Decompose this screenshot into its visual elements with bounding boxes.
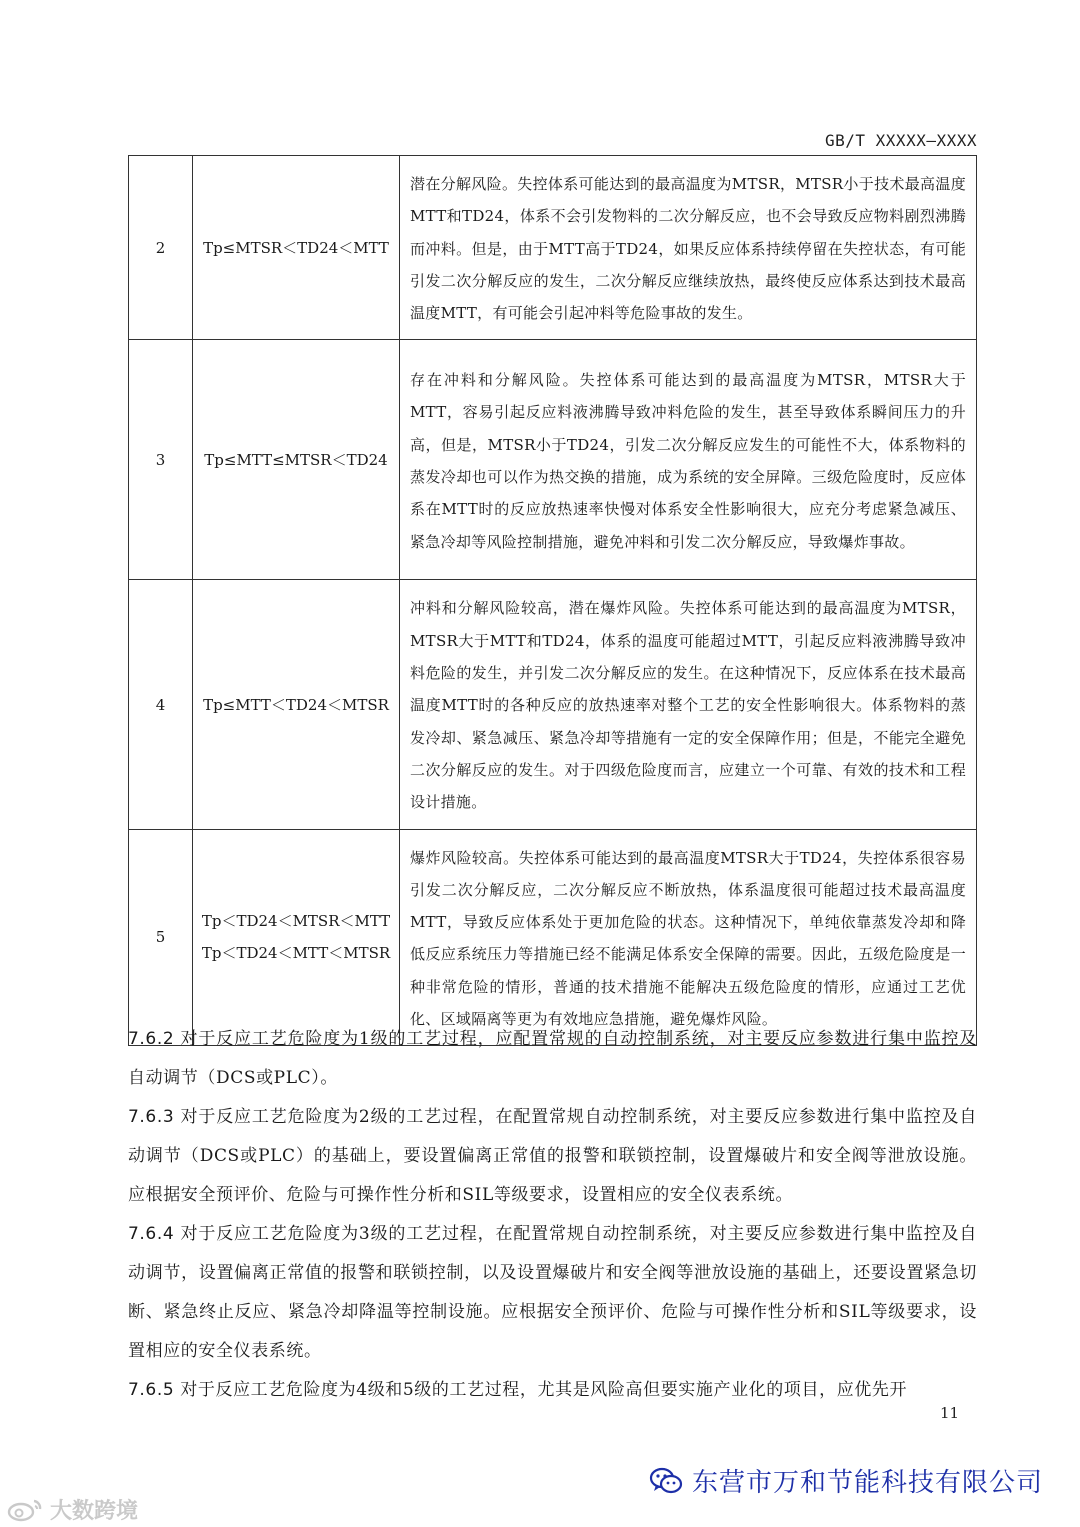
page-number: 11 (940, 1404, 960, 1422)
paragraph-7-6-4 (128, 1215, 977, 1371)
clause-number: 7.6.2 (128, 1029, 175, 1049)
clause-number: 7.6.3 (128, 1107, 175, 1127)
body-paragraphs (128, 1020, 977, 1410)
site-watermark (6, 1494, 138, 1525)
company-name: 东营市万和节能科技有限公司 (692, 1468, 1044, 1498)
condition-line: Tp≤MTT≤MTSR＜TD24 (204, 450, 388, 469)
table-row (129, 580, 977, 829)
condition-line: Tp＜TD24＜MTSR＜MTT (201, 912, 391, 931)
condition-line: Tp≤MTSR＜TD24＜MTT (203, 238, 389, 257)
weibo-icon (6, 1497, 46, 1523)
table-row (129, 829, 977, 1046)
risk-description-cell: 爆炸风险较高。失控体系可能达到的最高温度MTSR大于TD24，失控体系很容易引发二次分解反应，二次分解反应不断放热，体系温度很可能超过技术最高温度MTT，导致反应体系处于更加危险的状态。这种情况下，单纯依靠蒸发冷却和降低反应系统压力等措施已经不能满足体系安全保障的需要。因此，五级危险度是一种非常危险的情形，普通的技术措施不能解决五级危险度的情形，应通过工艺优化、区域隔离等更为有效地应急措施，避免爆炸风险。 (400, 829, 977, 1046)
temperature-condition-cell (193, 340, 400, 580)
table-row (129, 340, 977, 580)
condition-line: Tp≤MTT＜TD24＜MTSR (203, 695, 389, 714)
clause-number: 7.6.5 (128, 1380, 175, 1400)
clause-text: 对于反应工艺危险度为3级的工艺过程，在配置常规自动控制系统，对主要反应参数进行集中监控及自动调节，设置偏离正常值的报警和联锁控制，以及设置爆破片和安全阀等泄放设施的基础上，还要设置紧急切断、紧急终止反应、紧急冷却降温等控制设施。应根据安全预评价、危险与可操作性分析和SIL等级要求，设置相应的安全仪表系统。 (128, 1224, 977, 1361)
paragraph-7-6-5 (128, 1371, 977, 1410)
clause-text: 对于反应工艺危险度为1级的工艺过程，应配置常规的自动控制系统，对主要反应参数进行集中监控及自动调节（DCS或PLC）。 (128, 1029, 977, 1088)
temperature-condition-cell (193, 156, 400, 340)
wechat-icon (648, 1466, 684, 1496)
table-row (129, 156, 977, 340)
document-code: GB/T XXXXX—XXXX (825, 131, 977, 150)
risk-level-table (128, 155, 977, 1046)
company-watermark (648, 1462, 1043, 1499)
risk-level-cell: 5 (129, 829, 193, 1046)
risk-level-cell: 2 (129, 156, 193, 340)
clause-number: 7.6.4 (128, 1224, 175, 1244)
risk-description-cell: 存在冲料和分解风险。失控体系可能达到的最高温度为MTSR，MTSR大于MTT，容易引起反应料液沸腾导致冲料危险的发生，甚至导致体系瞬间压力的升高，但是，MTSR小于TD24，引发二次分解反应发生的可能性不大，体系物料的蒸发冷却也可以作为热交换的措施，成为系统的安全屏障。三级危险度时，反应体系在MTT时的反应放热速率快慢对体系安全性影响很大，应充分考虑紧急减压、紧急冷却等风险控制措施，避免冲料和引发二次分解反应，导致爆炸事故。 (400, 340, 977, 580)
risk-level-cell: 3 (129, 340, 193, 580)
risk-description-cell: 冲料和分解风险较高，潜在爆炸风险。失控体系可能达到的最高温度为MTSR，MTSR大于MTT和TD24，体系的温度可能超过MTT，引起反应料液沸腾导致冲料危险的发生，并引发二次分解反应的发生。在这种情况下，反应体系在技术最高温度MTT时的各种反应的放热速率对整个工艺的安全性影响很大。体系物料的蒸发冷却、紧急减压、紧急冷却等措施有一定的安全保障作用；但是，不能完全避免二次分解反应的发生。对于四级危险度而言，应建立一个可靠、有效的技术和工程设计措施。 (400, 580, 977, 829)
clause-text: 对于反应工艺危险度为4级和5级的工艺过程，尤其是风险高但要实施产业化的项目，应优先开 (180, 1380, 908, 1400)
temperature-condition-cell (193, 829, 400, 1046)
risk-description-cell: 潜在分解风险。失控体系可能达到的最高温度为MTSR，MTSR小于技术最高温度MTT和TD24，体系不会引发物料的二次分解反应，也不会导致反应物料剧烈沸腾而冲料。但是，由于MTT高于TD24，如果反应体系持续停留在失控状态，有可能引发二次分解反应的发生，二次分解反应继续放热，最终使反应体系达到技术最高温度MTT，有可能会引起冲料等危险事故的发生。 (400, 156, 977, 340)
clause-text: 对于反应工艺危险度为2级的工艺过程，在配置常规自动控制系统，对主要反应参数进行集中监控及自动调节（DCS或PLC）的基础上，要设置偏离正常值的报警和联锁控制，设置爆破片和安全阀等泄放设施。应根据安全预评价、危险与可操作性分析和SIL等级要求，设置相应的安全仪表系统。 (128, 1107, 977, 1205)
paragraph-7-6-3 (128, 1098, 977, 1215)
paragraph-7-6-2 (128, 1020, 977, 1098)
condition-line: Tp＜TD24＜MTT＜MTSR (201, 944, 391, 963)
temperature-condition-cell (193, 580, 400, 829)
site-name: 大数跨境 (50, 1499, 139, 1524)
risk-level-cell: 4 (129, 580, 193, 829)
